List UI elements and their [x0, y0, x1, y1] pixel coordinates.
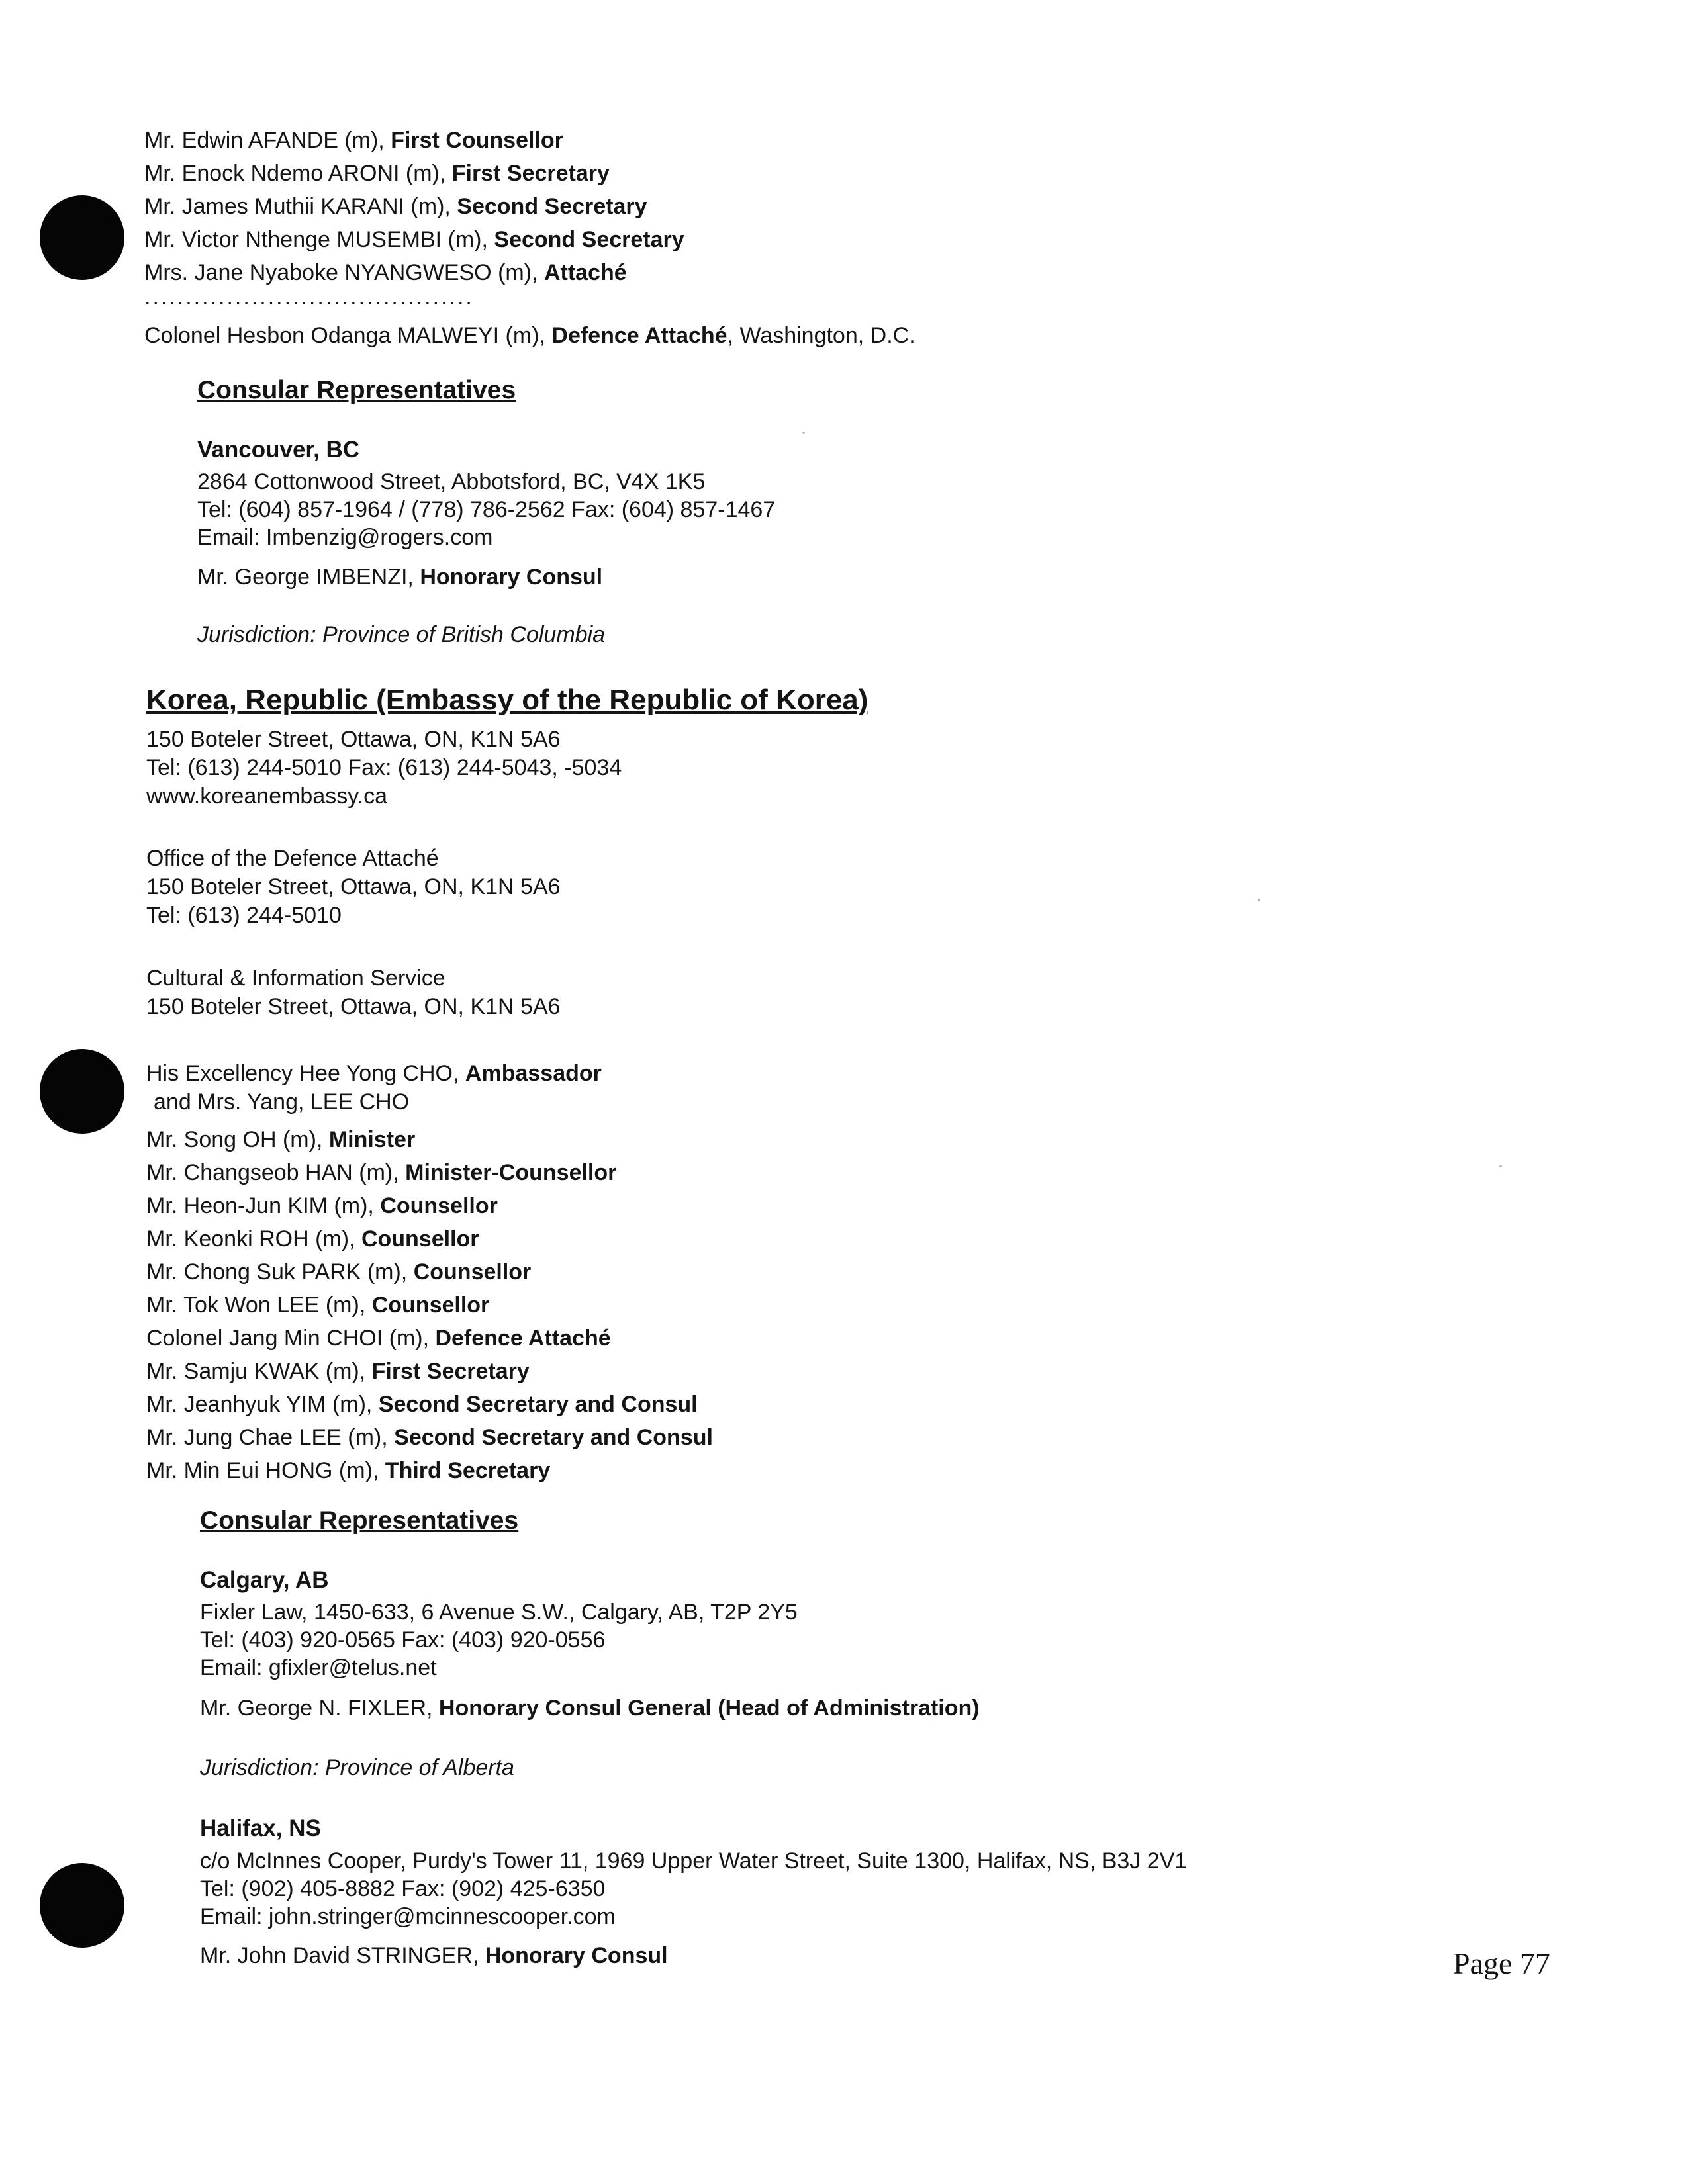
staff-title: Second Secretary — [494, 227, 684, 252]
consular-heading: Consular Representatives — [197, 376, 516, 404]
consular-email: Email: gfixler@telus.net — [200, 1655, 437, 1680]
staff-name: Mr. Edwin AFANDE (m), — [144, 128, 391, 153]
country-heading: Korea, Republic (Embassy of the Republic of Korea) — [146, 684, 868, 716]
staff-title: Counsellor — [413, 1259, 532, 1285]
staff-name: Mr. Keonki ROH (m), — [146, 1226, 361, 1251]
staff-entry — [144, 126, 563, 155]
defence-office-title: Office of the Defence Attaché — [146, 846, 439, 871]
staff-entry — [144, 159, 610, 188]
defence-office-address: 150 Boteler Street, Ottawa, ON, K1N 5A6 — [146, 874, 561, 899]
defence-attache-entry — [144, 321, 915, 350]
consul-entry — [197, 563, 602, 592]
consular-city: Halifax, NS — [200, 1815, 321, 1841]
ambassador-entry — [146, 1059, 602, 1088]
consular-address: Fixler Law, 1450-633, 6 Avenue S.W., Calgary, AB, T2P 2Y5 — [200, 1600, 798, 1625]
staff-title: Third Secretary — [385, 1458, 551, 1483]
defence-office-tel: Tel: (613) 244-5010 — [146, 903, 342, 928]
ambassador-spouse: and Mrs. Yang, LEE CHO — [154, 1089, 410, 1115]
separator-dots: ........................................ — [144, 285, 474, 310]
consul-name: Mr. George N. FIXLER, — [200, 1696, 439, 1721]
consul-title: Honorary Consul — [420, 565, 603, 590]
staff-entry — [146, 1158, 616, 1187]
staff-name: Colonel Jang Min CHOI (m), — [146, 1326, 436, 1351]
staff-name: Mrs. Jane Nyaboke NYANGWESO (m), — [144, 260, 544, 285]
staff-title: Second Secretary and Consul — [378, 1392, 698, 1417]
staff-title: Attaché — [543, 260, 627, 285]
staff-entry — [146, 1191, 498, 1220]
staff-title: Minister — [328, 1127, 416, 1152]
staff-entry — [146, 1357, 530, 1386]
consular-address: c/o McInnes Cooper, Purdy's Tower 11, 1969 Upper Water Street, Suite 1300, Halifax, NS, B3J 2V1 — [200, 1848, 1188, 1874]
staff-entry — [146, 1257, 531, 1287]
staff-location: , Washington, D.C. — [727, 323, 915, 348]
staff-name: Mr. Chong Suk PARK (m), — [146, 1259, 414, 1285]
consular-email: Email: Imbenzig@rogers.com — [197, 525, 493, 550]
staff-name: Mr. Jung Chae LEE (m), — [146, 1425, 395, 1450]
staff-entry — [146, 1291, 489, 1320]
staff-name: Mr. Changseob HAN (m), — [146, 1160, 406, 1185]
consul-name: Mr. John David STRINGER, — [200, 1943, 485, 1968]
consular-tel: Tel: (902) 405-8882 Fax: (902) 425-6350 — [200, 1876, 606, 1901]
consular-address: 2864 Cottonwood Street, Abbotsford, BC, V4X 1K5 — [197, 469, 706, 494]
consular-city: Vancouver, BC — [197, 437, 360, 463]
staff-title: First Secretary — [451, 161, 610, 186]
page-number: Page 77 — [1453, 1946, 1550, 1980]
cultural-service-address: 150 Boteler Street, Ottawa, ON, K1N 5A6 — [146, 994, 561, 1019]
staff-name: Mr. Song OH (m), — [146, 1127, 329, 1152]
jurisdiction: Jurisdiction: Province of British Columbia — [197, 622, 606, 647]
staff-name: Colonel Hesbon Odanga MALWEYI (m), — [144, 323, 552, 348]
staff-name: Mr. Tok Won LEE (m), — [146, 1293, 372, 1318]
staff-name: Mr. Jeanhyuk YIM (m), — [146, 1392, 379, 1417]
staff-name: Mr. Enock Ndemo ARONI (m), — [144, 161, 452, 186]
ambassador-name: His Excellency Hee Yong CHO, — [146, 1061, 465, 1086]
staff-title: Defence Attaché — [435, 1326, 611, 1351]
staff-name: Mr. Heon-Jun KIM (m), — [146, 1193, 381, 1218]
staff-title: Second Secretary and Consul — [394, 1425, 713, 1450]
staff-entry — [146, 1324, 611, 1353]
staff-entry — [144, 192, 647, 221]
staff-entry — [144, 258, 627, 287]
scan-speck — [1258, 899, 1260, 901]
staff-title: Counsellor — [361, 1226, 479, 1251]
staff-entry — [146, 1224, 479, 1253]
embassy-tel: Tel: (613) 244-5010 Fax: (613) 244-5043, -5034 — [146, 755, 622, 780]
consular-tel: Tel: (604) 857-1964 / (778) 786-2562 Fax: (604) 857-1467 — [197, 497, 776, 522]
punch-hole-bottom — [40, 1863, 124, 1948]
staff-name: Mr. Min Eui HONG (m), — [146, 1458, 385, 1483]
scan-speck — [802, 432, 805, 434]
staff-title: Minister-Counsellor — [405, 1160, 617, 1185]
staff-title: Counsellor — [380, 1193, 498, 1218]
ambassador-title: Ambassador — [465, 1061, 602, 1086]
consular-email: Email: john.stringer@mcinnescooper.com — [200, 1904, 616, 1929]
staff-entry — [144, 225, 684, 254]
cultural-service-title: Cultural & Information Service — [146, 966, 445, 991]
consular-city: Calgary, AB — [200, 1567, 329, 1593]
consular-heading: Consular Representatives — [200, 1506, 519, 1535]
staff-entry — [146, 1390, 698, 1419]
staff-title: First Secretary — [371, 1359, 530, 1384]
staff-title: Second Secretary — [457, 194, 647, 219]
consul-name: Mr. George IMBENZI, — [197, 565, 420, 590]
staff-entry — [146, 1456, 550, 1485]
embassy-website: www.koreanembassy.ca — [146, 784, 388, 809]
consul-entry — [200, 1941, 668, 1970]
embassy-address: 150 Boteler Street, Ottawa, ON, K1N 5A6 — [146, 727, 561, 752]
scan-speck — [1499, 1165, 1502, 1167]
punch-hole-top — [40, 195, 124, 280]
staff-name: Mr. Victor Nthenge MUSEMBI (m), — [144, 227, 494, 252]
staff-entry — [146, 1125, 415, 1154]
staff-name: Mr. Samju KWAK (m), — [146, 1359, 372, 1384]
staff-name: Mr. James Muthii KARANI (m), — [144, 194, 457, 219]
consul-title: Honorary Consul — [485, 1943, 668, 1968]
consul-title: Honorary Consul General (Head of Administration) — [438, 1696, 980, 1721]
jurisdiction: Jurisdiction: Province of Alberta — [200, 1755, 514, 1780]
consul-entry — [200, 1694, 980, 1723]
punch-hole-middle — [40, 1049, 124, 1134]
staff-entry — [146, 1423, 713, 1452]
staff-title: Counsellor — [371, 1293, 490, 1318]
staff-title: Defence Attaché — [551, 323, 727, 348]
staff-title: First Counsellor — [391, 128, 563, 153]
consular-tel: Tel: (403) 920-0565 Fax: (403) 920-0556 — [200, 1627, 606, 1653]
